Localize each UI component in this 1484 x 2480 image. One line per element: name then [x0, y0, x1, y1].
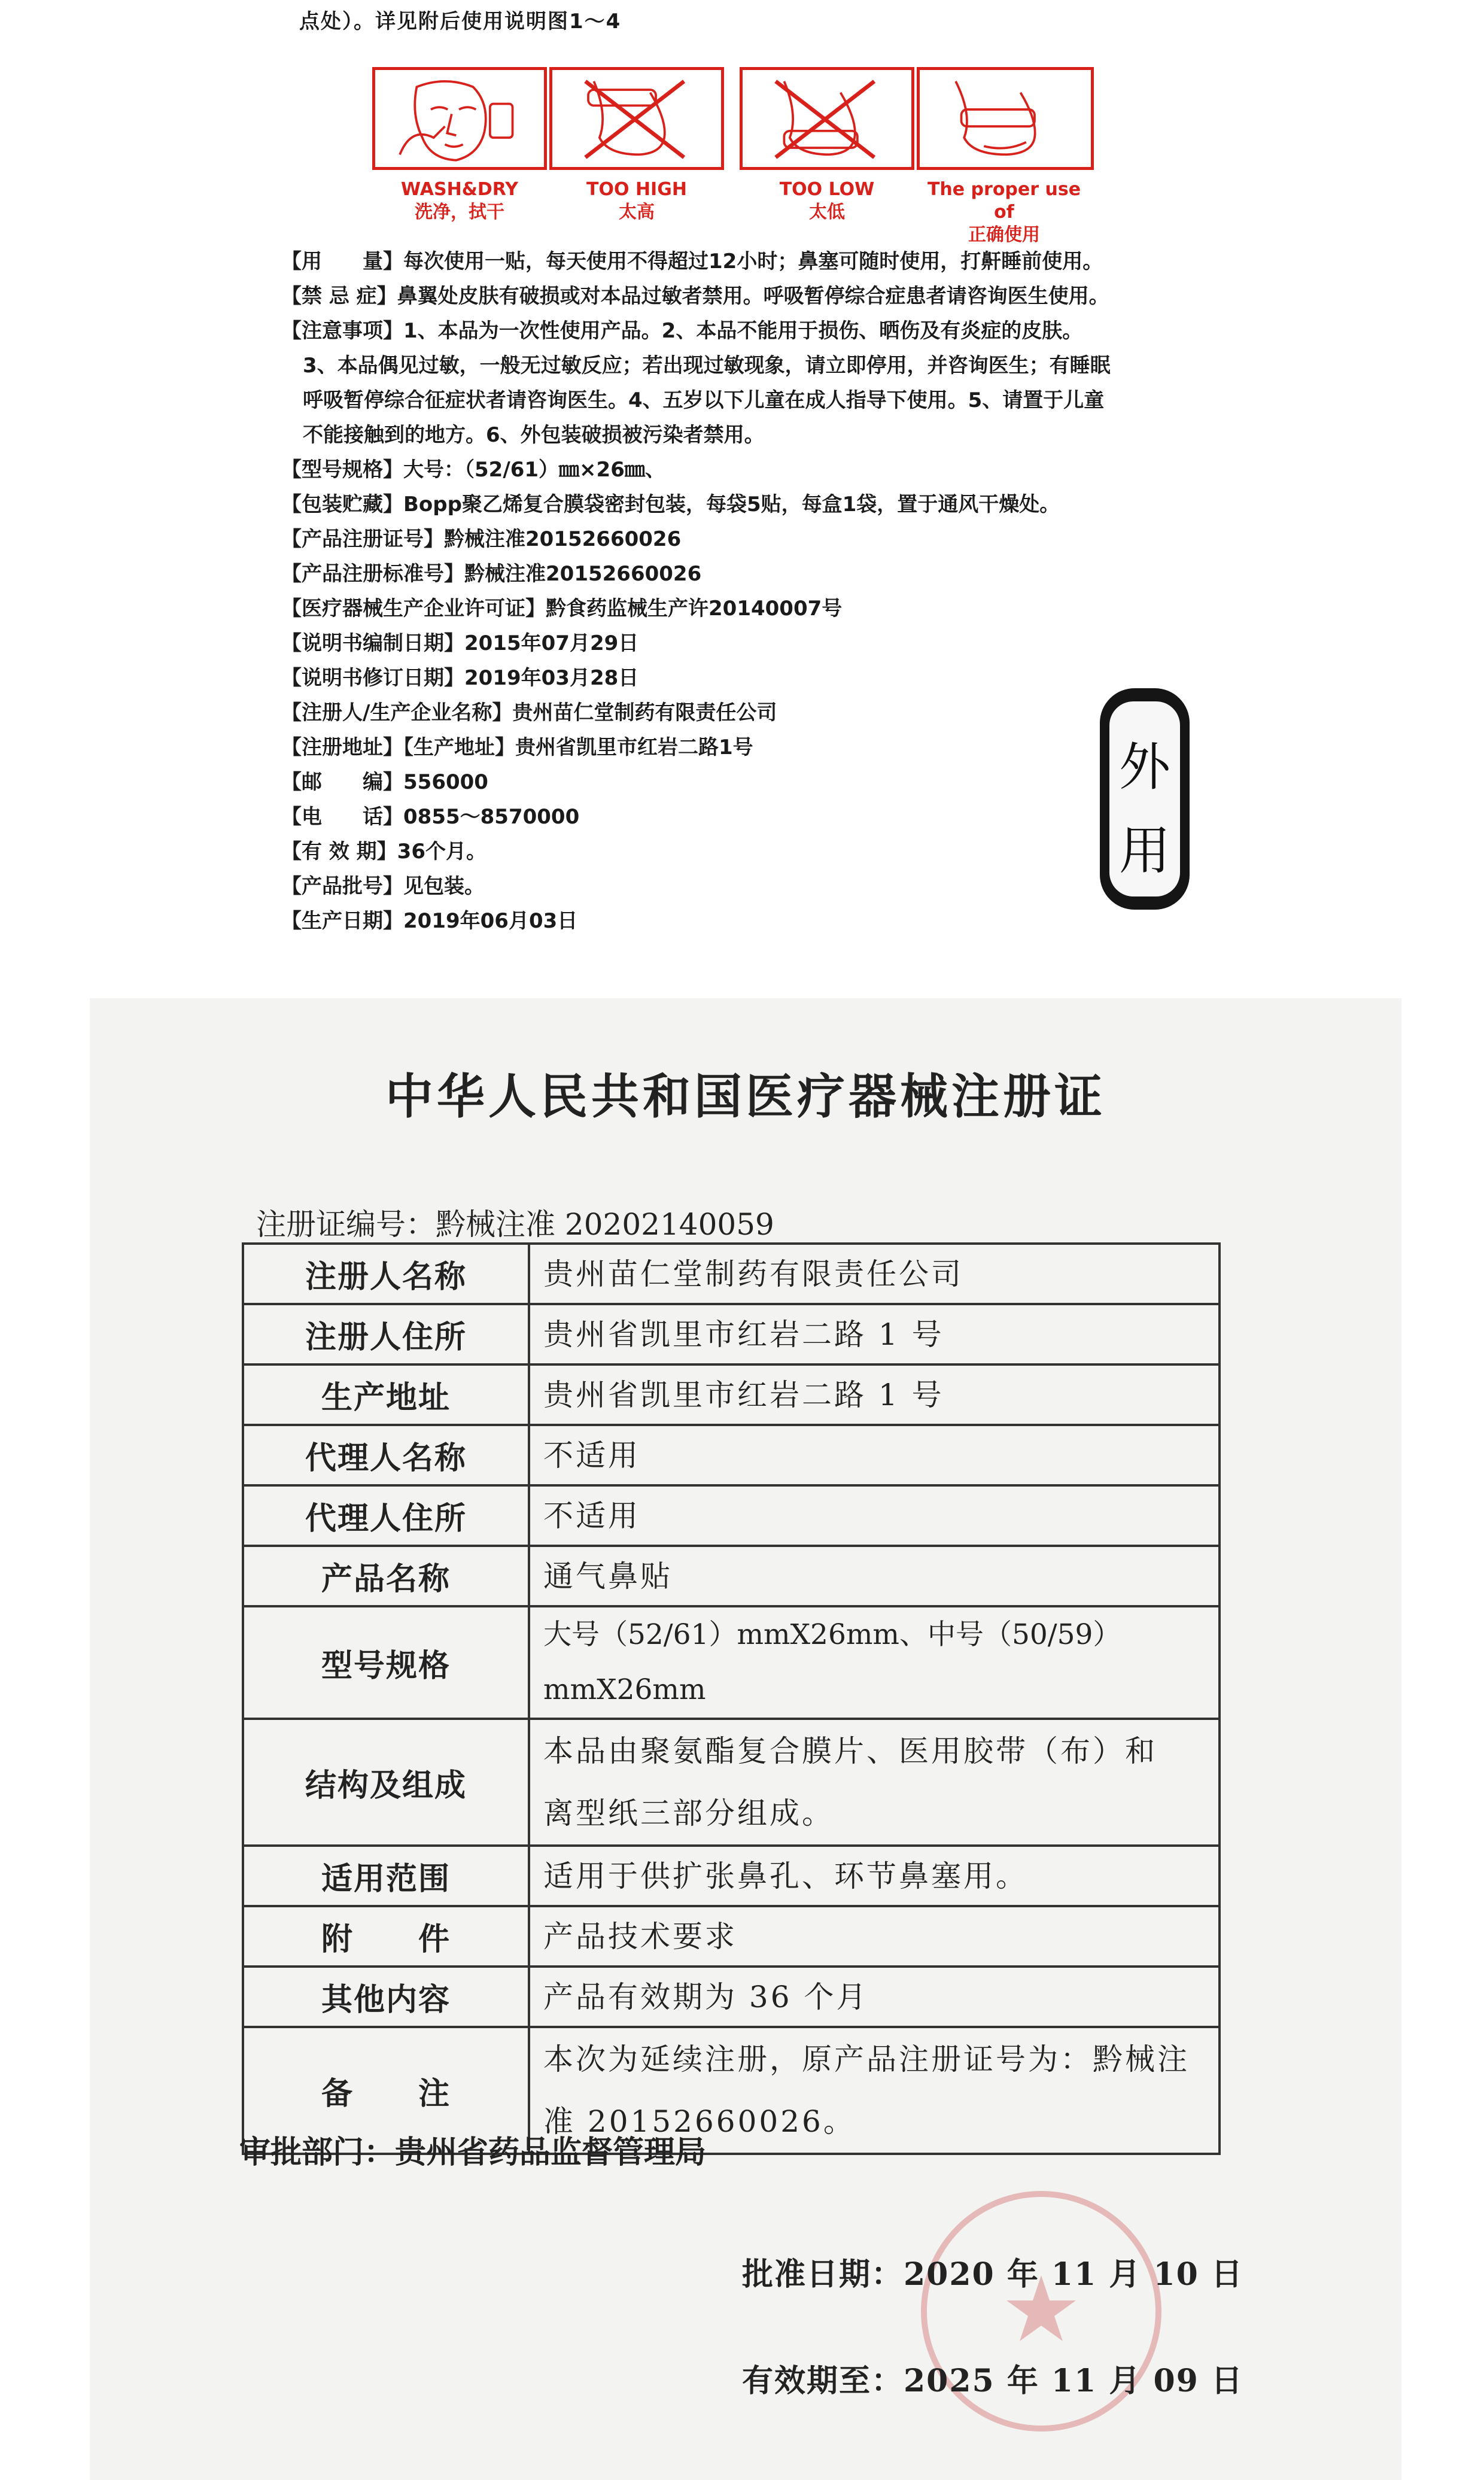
stamp-char: 外	[1119, 737, 1170, 797]
row-value: 产品有效期为 36 个月	[529, 1967, 1220, 2027]
caption-zh: 洗净，拭干	[415, 202, 504, 223]
value-line: 本品由聚氨酯复合膜片、医用胶带（布）和	[543, 1734, 1157, 1768]
caption-en: TOO LOW	[779, 179, 875, 200]
caption-en: WASH&DRY	[401, 179, 518, 200]
certificate-table	[242, 1242, 1221, 2155]
table-row	[243, 1906, 1220, 1967]
leaflet-line: 【型号规格】大号：（52/61）㎜×26㎜、	[281, 458, 665, 482]
row-key: 注册人住所	[243, 1304, 529, 1364]
row-value: 贵州苗仁堂制药有限责任公司	[529, 1244, 1220, 1304]
row-value: 适用于供扩张鼻孔、环节鼻塞用。	[529, 1846, 1220, 1906]
leaflet-line: 【生产日期】2019年06月03日	[281, 909, 578, 933]
leaflet-line: 3、本品偶见过敏，一般无过敏反应；若出现过敏现象，请立即停用，并咨询医生；有睡眠	[303, 354, 1111, 378]
row-key: 代理人住所	[243, 1485, 529, 1546]
external-use-stamp	[1100, 688, 1190, 910]
certificate-title: 中华人民共和国医疗器械注册证	[385, 1068, 1106, 1124]
leaflet-line: 【说明书编制日期】2015年07月29日	[281, 631, 639, 655]
value-line: 本次为延续注册，原产品注册证号为：黔械注	[543, 2042, 1190, 2077]
caption-zh: 太低	[809, 202, 845, 223]
caption-zh: 太高	[619, 202, 655, 223]
usage-caption-too-high	[549, 178, 724, 224]
leaflet-line: 呼吸暂停综合征症状者请咨询医生。4、五岁以下儿童在成人指导下使用。5、请置于儿童	[303, 388, 1105, 412]
row-key: 产品名称	[243, 1546, 529, 1606]
row-key: 适用范围	[243, 1846, 529, 1906]
row-key: 结构及组成	[243, 1719, 529, 1846]
table-row	[243, 1364, 1220, 1425]
value-line: 准 20152660026。	[543, 2104, 856, 2139]
row-key: 注册人名称	[243, 1244, 529, 1304]
table-row	[243, 1719, 1220, 1846]
row-value: 不适用	[529, 1485, 1220, 1546]
nose-strip-too-high-icon	[552, 70, 721, 167]
leaflet-line: 【用 量】每次使用一贴，每天使用不得超过12小时；鼻塞可随时使用，打鼾睡前使用。	[281, 250, 1103, 273]
leaflet-line: 【说明书修订日期】2019年03月28日	[281, 666, 639, 690]
row-value: 不适用	[529, 1425, 1220, 1485]
face-washing-icon	[375, 70, 544, 167]
table-row	[243, 1546, 1220, 1606]
usage-panel-proper	[917, 67, 1094, 170]
table-row	[243, 1967, 1220, 2027]
leaflet-line: 【产品批号】见包装。	[281, 874, 485, 898]
usage-caption-proper	[917, 178, 1091, 247]
leaflet-line: 不能接触到的地方。6、外包装破损被污染者禁用。	[303, 423, 765, 447]
row-value: 贵州省凯里市红岩二路 1 号	[529, 1304, 1220, 1364]
value-line: 离型纸三部分组成。	[543, 1796, 834, 1831]
row-key: 备 注	[243, 2027, 529, 2154]
row-value: 通气鼻贴	[529, 1546, 1220, 1606]
row-key: 其他内容	[243, 1967, 529, 2027]
leaflet-line: 【邮 编】556000	[281, 770, 488, 794]
usage-panel-too-high	[549, 67, 724, 170]
leaflet-line: 【注册地址】【生产地址】贵州省凯里市红岩二路1号	[281, 736, 753, 759]
approval-department: 审批部门：贵州省药品监督管理局	[239, 2134, 707, 2171]
table-row	[243, 1304, 1220, 1364]
row-key: 生产地址	[243, 1364, 529, 1425]
row-key: 代理人名称	[243, 1425, 529, 1485]
table-row	[243, 1846, 1220, 1906]
table-row	[243, 1244, 1220, 1304]
leaflet-line: 【医疗器械生产企业许可证】黔食药监械生产许20140007号	[281, 597, 843, 621]
caption-zh: 正确使用	[968, 224, 1040, 245]
row-value: 大号（52/61）mmX26mm、中号（50/59）mmX26mm	[529, 1606, 1220, 1719]
caption-en: TOO HIGH	[586, 179, 687, 200]
table-row	[243, 1485, 1220, 1546]
leaflet-line: 【注册人/生产企业名称】贵州苗仁堂制药有限责任公司	[281, 701, 777, 725]
row-key: 附 件	[243, 1906, 529, 1967]
table-row	[243, 1606, 1220, 1719]
caption-en: The proper use of	[927, 179, 1081, 223]
usage-caption-too-low	[740, 178, 914, 224]
leaflet-line: 【产品注册证号】黔械注准20152660026	[281, 527, 682, 551]
usage-panel-wash-dry	[372, 67, 547, 170]
registration-certificate	[90, 998, 1401, 2480]
usage-caption-wash-dry	[372, 178, 547, 224]
usage-panel-too-low	[740, 67, 914, 170]
stamp-char: 用	[1119, 821, 1170, 881]
leaflet-line: 【产品注册标准号】黔械注准20152660026	[281, 562, 702, 586]
leaflet-line: 【电 话】0855～8570000	[281, 805, 580, 829]
row-key: 型号规格	[243, 1606, 529, 1719]
row-value-multiline	[529, 1719, 1220, 1846]
nose-strip-proper-icon	[920, 70, 1091, 167]
row-value: 产品技术要求	[529, 1906, 1220, 1967]
registration-number: 注册证编号：黔械注准 20202140059	[256, 1207, 774, 1242]
valid-until-date: 有效期至：2025 年 11 月 09 日	[742, 2363, 1243, 2399]
leaflet-line: 【有 效 期】36个月。	[281, 840, 486, 864]
leaflet-top-line: 点处）。详见附后使用说明图1～4	[299, 10, 622, 34]
leaflet-line: 【注意事项】1、本品为一次性使用产品。2、本品不能用于损伤、晒伤及有炎症的皮肤。	[281, 319, 1083, 343]
approval-date: 批准日期：2020 年 11 月 10 日	[742, 2256, 1243, 2293]
leaflet-line: 【禁 忌 症】鼻翼处皮肤有破损或对本品过敏者禁用。呼吸暂停综合症患者请咨询医生使用。	[281, 284, 1109, 308]
nose-strip-too-low-icon	[743, 70, 911, 167]
row-value: 贵州省凯里市红岩二路 1 号	[529, 1364, 1220, 1425]
table-row	[243, 1425, 1220, 1485]
leaflet-line: 【包装贮藏】Bopp聚乙烯复合膜袋密封包装，每袋5贴，每盒1袋，置于通风干燥处。	[281, 493, 1060, 516]
usage-diagram-panels	[0, 67, 1484, 247]
